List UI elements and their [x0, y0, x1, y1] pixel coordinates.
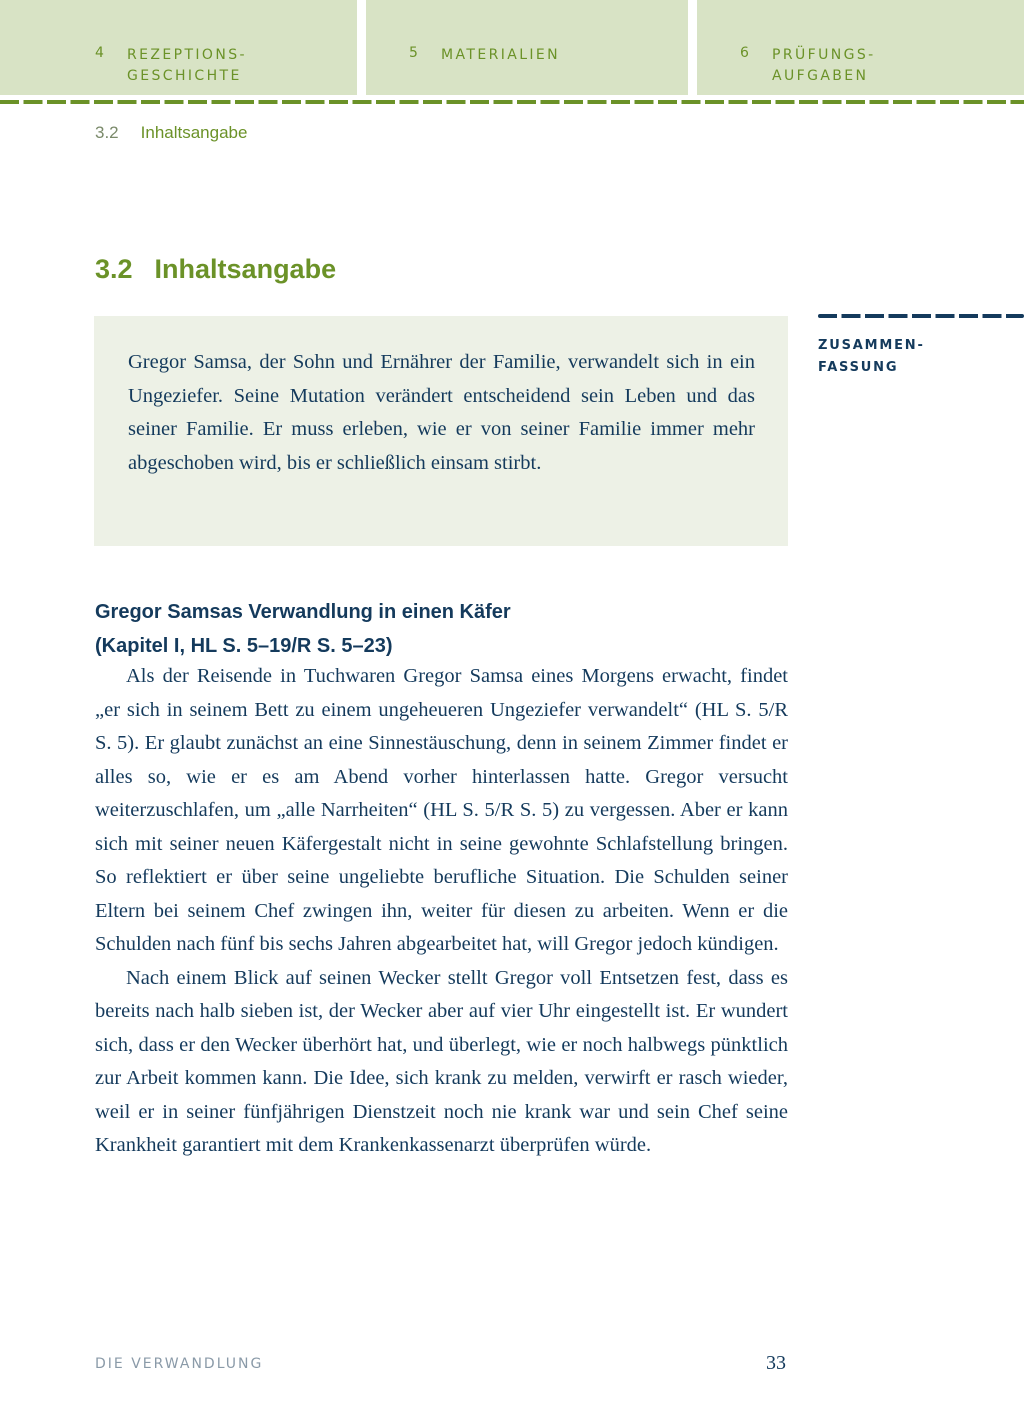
tab-number: 6 — [740, 45, 750, 61]
footer-book-title: DIE VERWANDLUNG — [95, 1356, 264, 1372]
paragraph: Nach einem Blick auf seinen Wecker stellt Gregor voll Entsetzen fest, dass es bereits nach halb sieben ist, der Wecker aber auf vier Uhr eingestellt ist. Er wundert sich, dass er den Wecker überhört hat, und überlegt, wie er noch halbwegs pünktlich zur Arbeit kommen kann. Die Idee, sich krank zu melden, verwirft er rasch wieder, weil er in seiner fünfjährigen Dienstzeit noch nie krank war und sein Chef seine Krankheit garantiert mit dem Krankenkassenarzt überprüfen würde. — [95, 966, 788, 1156]
tab-number: 5 — [409, 45, 419, 61]
paragraph: Als der Reisende in Tuchwaren Gregor Samsa eines Morgens erwacht, findet „er sich in seinem Bett zu einem ungeheueren Ungeziefer verwandelt“ (HL S. 5/R S. 5). Er glaubt zunächst an eine Sinnestäuschung, denn in seinem Zimmer findet er alles so, wie er es am Abend vorher hinterlassen hatte. Gregor versucht weiterzuschlafen, um „alle Narrheiten“ (HL S. 5/R S. 5) zu vergessen. Aber er kann sich mit seiner neuen Käfergestalt nicht in seine gewohnte Schlafstellung bringen. So reflektiert er über seine ungeliebte berufliche Situation. Die Schulden seiner Eltern bei seinem Chef zwingen ihn, weiter für diesen zu arbeiten. Wenn er die Schulden nach fünf bis sechs Jahren abgearbeitet hat, will Gregor jedoch kündigen. — [95, 665, 788, 955]
page-number: 33 — [766, 1352, 786, 1374]
margin-dashed-divider — [818, 314, 1024, 318]
tab-label: PRÜFUNGS- AUFGABEN — [772, 47, 876, 84]
running-head-number: 3.2 — [95, 123, 119, 142]
tab-label: MATERIALIEN — [441, 47, 561, 63]
section-heading — [95, 254, 336, 285]
chapter-tabs — [0, 0, 1024, 95]
tab-pruefungsaufgaben[interactable] — [697, 0, 1024, 95]
margin-note: ZUSAMMEN- FASSUNG — [818, 338, 925, 375]
tab-rezeptionsgeschichte[interactable] — [0, 0, 357, 95]
tab-materialien[interactable] — [366, 0, 688, 95]
section-title: Inhaltsangabe — [154, 254, 337, 284]
running-head-title: Inhaltsangabe — [140, 123, 248, 142]
section-number: 3.2 — [95, 254, 133, 284]
body-text — [95, 660, 788, 1163]
tab-label: REZEPTIONS- GESCHICHTE — [127, 47, 247, 84]
summary-box — [94, 316, 788, 546]
subsection-heading: Gregor Samsas Verwandlung in einen Käfer (Kapitel I, HL S. 5–19/R S. 5–23) — [95, 601, 511, 657]
tab-number: 4 — [95, 45, 105, 61]
summary-text: Gregor Samsa, der Sohn und Ernährer der Familie, verwandelt sich in ein Ungeziefer. Seine Mutation verändert entscheidend sein Leben und das seiner Familie. Er muss erleben, wie er von seiner Familie immer mehr abgeschoben wird, bis er schließlich einsam stirbt. — [128, 351, 755, 474]
running-head — [95, 123, 247, 143]
header-dashed-divider — [0, 100, 1024, 104]
